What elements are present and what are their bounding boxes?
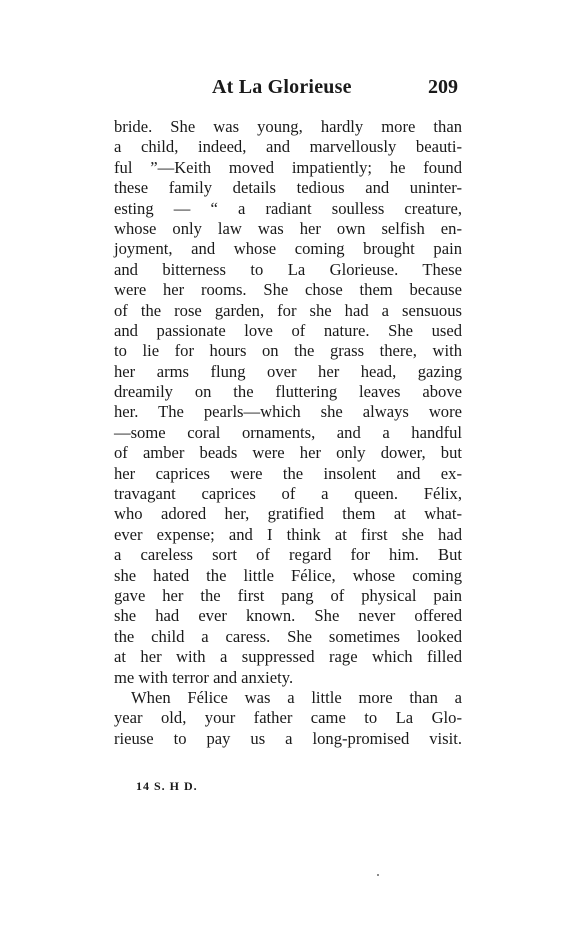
text-line: her arms flung over her head, gazing <box>114 361 462 381</box>
text-line: esting — “ a radiant soulless creature, <box>114 198 462 218</box>
text-line: joyment, and whose coming brought pain <box>114 239 462 259</box>
text-line: a child, indeed, and marvellously beauti- <box>114 137 462 157</box>
text-line: a careless sort of regard for him. But <box>114 545 462 565</box>
text-line: to lie for hours on the grass there, with <box>114 341 462 361</box>
text-line: she had ever known. She never offered <box>114 606 462 626</box>
signature-mark: 14 S. H D. <box>136 779 198 793</box>
text-line: her. The pearls—which she always wore <box>114 402 462 422</box>
text-line: ever expense; and I think at first she had <box>114 524 462 544</box>
body-text <box>114 117 462 749</box>
text-line: gave her the first pang of physical pain <box>114 585 462 605</box>
text-line: whose only law was her own selfish en- <box>114 218 462 238</box>
page-number: 209 <box>428 76 458 98</box>
text-line: at her with a suppressed rage which filled <box>114 647 462 667</box>
text-line: her caprices were the insolent and ex- <box>114 463 462 483</box>
text-line: of amber beads were her only dower, but <box>114 443 462 463</box>
text-line: dreamily on the fluttering leaves above <box>114 382 462 402</box>
text-line: and passionate love of nature. She used <box>114 320 462 340</box>
text-line: who adored her, gratified them at what- <box>114 504 462 524</box>
text-line: these family details tedious and uninter- <box>114 178 462 198</box>
text-line: bride. She was young, hardly more than <box>114 117 462 136</box>
text-line: were her rooms. She chose them because <box>114 280 462 300</box>
text-line: the child a caress. She sometimes looked <box>114 626 462 646</box>
print-speck <box>377 874 379 876</box>
text-line: year old, your father came to La Glo- <box>114 708 462 728</box>
text-line: and bitterness to La Glorieuse. These <box>114 259 462 279</box>
text-line: of the rose garden, for she had a sensuous <box>114 300 462 320</box>
text-line: she hated the little Félice, whose coming <box>114 565 462 585</box>
paragraph-start-line: When Félice was a little more than a <box>131 687 462 707</box>
text-line: rieuse to pay us a long-promised visit. <box>114 728 462 748</box>
text-line: ful ”—Keith moved impatiently; he found <box>114 157 462 177</box>
text-line: —some coral ornaments, and a handful <box>114 422 462 442</box>
paragraph-end-line: me with terror and anxiety. <box>114 667 294 687</box>
running-title: At La Glorieuse <box>212 76 352 98</box>
text-line: travagant caprices of a queen. Félix, <box>114 484 462 504</box>
